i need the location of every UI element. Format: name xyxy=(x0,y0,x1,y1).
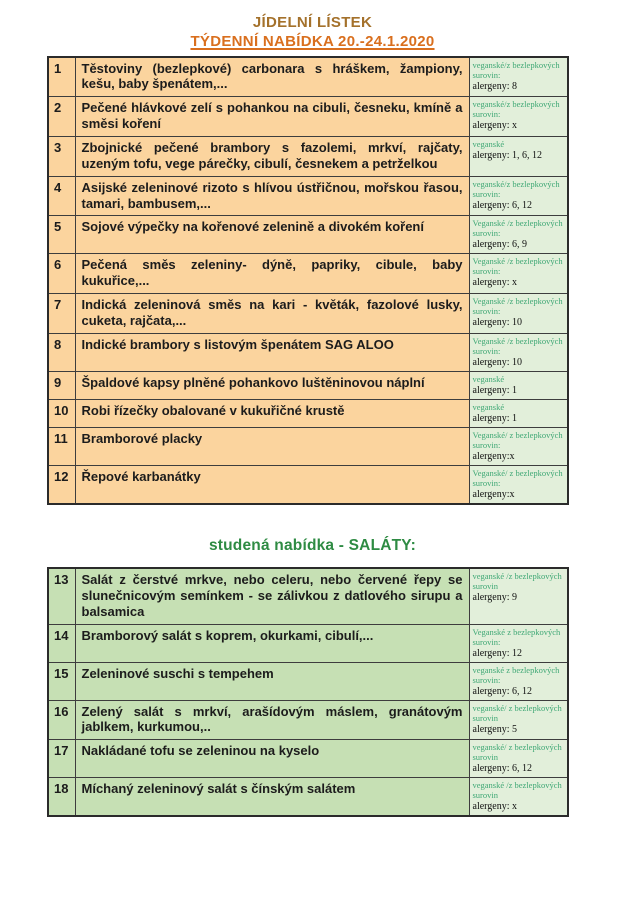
row-number: 8 xyxy=(48,333,75,371)
table-row xyxy=(48,740,568,778)
table-row xyxy=(48,294,568,334)
row-number: 18 xyxy=(48,778,75,817)
row-number: 17 xyxy=(48,740,75,778)
diet-label: Veganské/ z bezlepkových surovin: xyxy=(472,467,563,488)
diet-info-cell xyxy=(469,294,568,334)
diet-info-cell xyxy=(469,136,568,176)
diet-info-cell xyxy=(469,176,568,216)
dish-text: Asijské zeleninové rizoto s hlívou ústřičnou, mořskou řasou, tamari, bambusem,... xyxy=(75,176,469,216)
allergens-label: alergeny: x xyxy=(472,120,518,132)
dish-text: Indické brambory s listovým špenátem SAG ALOO xyxy=(75,333,469,371)
diet-label: veganské/ z bezlepkových surovin xyxy=(472,702,562,723)
diet-label: veganské/z bezlepkových surovin: xyxy=(472,99,560,120)
page-subtitle: TÝDENNÍ NABÍDKA 20.-24.1.2020 xyxy=(190,32,435,50)
diet-info-cell xyxy=(469,254,568,294)
dish-text: Těstoviny (bezlepkové) carbonara s hráškem, žampiony, kešu, baby špenátem,... xyxy=(75,57,469,97)
dish-text: Bramborové placky xyxy=(75,427,469,465)
salads-table-body xyxy=(48,568,568,816)
row-number: 15 xyxy=(48,662,75,700)
row-number: 14 xyxy=(48,624,75,662)
allergens-label: alergeny:x xyxy=(472,488,515,500)
dish-text: Pečené hlávkové zelí s pohankou na cibuli, česneku, kmíně a směsi koření xyxy=(75,97,469,137)
diet-info-cell xyxy=(469,778,568,817)
row-number: 4 xyxy=(48,176,75,216)
document-header xyxy=(0,14,625,52)
allergens-label: alergeny: 10 xyxy=(472,356,523,368)
row-number: 10 xyxy=(48,399,75,427)
row-number: 2 xyxy=(48,97,75,137)
diet-info-cell xyxy=(469,97,568,137)
row-number: 5 xyxy=(48,216,75,254)
diet-info-cell xyxy=(469,333,568,371)
dish-text: Nakládané tofu se zeleninou na kyselo xyxy=(75,740,469,778)
salads-section-title: studená nabídka - SALÁTY: xyxy=(208,536,417,554)
table-row xyxy=(48,427,568,465)
diet-info-cell xyxy=(469,662,568,700)
table-row xyxy=(48,97,568,137)
diet-info-cell xyxy=(469,57,568,97)
diet-label: veganské/z bezlepkových surovin: xyxy=(472,178,560,199)
dish-text: Robi řízečky obalované v kukuřičné krustě xyxy=(75,399,469,427)
row-number: 3 xyxy=(48,136,75,176)
diet-info-cell xyxy=(469,740,568,778)
diet-label: veganské /z bezlepkových surovin xyxy=(472,570,562,591)
dish-text: Sojové výpečky na kořenové zelenině a divokém koření xyxy=(75,216,469,254)
diet-info-cell xyxy=(469,399,568,427)
dish-text: Zelený salát s mrkví, arašídovým máslem, granátovým jablkem, kurkumou,.. xyxy=(75,700,469,740)
table-row xyxy=(48,778,568,817)
diet-label: veganské/z bezlepkových surovin: xyxy=(472,59,560,80)
allergens-label: alergeny: 10 xyxy=(472,317,523,329)
allergens-label: alergeny: 6, 12 xyxy=(472,763,533,775)
dish-text: Zeleninové suschi s tempehem xyxy=(75,662,469,700)
table-row xyxy=(48,136,568,176)
row-number: 1 xyxy=(48,57,75,97)
row-number: 16 xyxy=(48,700,75,740)
diet-info-cell xyxy=(469,624,568,662)
diet-info-cell xyxy=(469,568,568,624)
diet-label: veganské /z bezlepkových surovin xyxy=(472,780,562,801)
weekly-menu-table xyxy=(47,56,569,505)
dish-text: Řepové karbanátky xyxy=(75,465,469,504)
dish-text: Špaldové kapsy plněné pohankovo luštěninovou náplní xyxy=(75,371,469,399)
table-row xyxy=(48,371,568,399)
page-title: JÍDELNÍ LÍSTEK xyxy=(252,14,373,31)
dish-text: Bramborový salát s koprem, okurkami, cibulí,... xyxy=(75,624,469,662)
table-row xyxy=(48,333,568,371)
dish-text: Míchaný zeleninový salát s čínským salátem xyxy=(75,778,469,817)
diet-label: Veganské /z bezlepkových surovin: xyxy=(472,256,563,277)
salads-table xyxy=(47,567,569,817)
allergens-label: alergeny: 8 xyxy=(472,80,518,92)
allergens-label: alergeny: x xyxy=(472,801,518,813)
table-row xyxy=(48,216,568,254)
weekly-menu-body xyxy=(48,57,568,504)
dish-text: Indická zeleninová směs na kari - květák, fazolové lusky, cuketa, rajčata,... xyxy=(75,294,469,334)
allergens-label: alergeny: 6, 12 xyxy=(472,685,533,697)
allergens-label: alergeny: 1, 6, 12 xyxy=(472,149,543,161)
table-row xyxy=(48,700,568,740)
diet-info-cell xyxy=(469,371,568,399)
diet-info-cell xyxy=(469,427,568,465)
allergens-label: alergeny: 12 xyxy=(472,647,523,659)
diet-label: Veganské /z bezlepkových surovin: xyxy=(472,335,563,356)
table-row xyxy=(48,176,568,216)
diet-label: veganské xyxy=(472,138,505,149)
dish-text: Pečená směs zeleniny- dýně, papriky, cibule, baby kukuřice,... xyxy=(75,254,469,294)
allergens-label: alergeny: 5 xyxy=(472,723,518,735)
diet-info-cell xyxy=(469,465,568,504)
row-number: 7 xyxy=(48,294,75,334)
diet-info-cell xyxy=(469,700,568,740)
row-number: 13 xyxy=(48,568,75,624)
dish-text: Salát z čerstvé mrkve, nebo celeru, nebo červené řepy se slunečnicovým semínkem - se zálivkou z datlového sirupu a balsamica xyxy=(75,568,469,624)
diet-label: Veganské/ z bezlepkových surovin: xyxy=(472,429,563,450)
diet-info-cell xyxy=(469,216,568,254)
diet-label: Veganské /z bezlepkových surovin: xyxy=(472,296,563,317)
allergens-label: alergeny:x xyxy=(472,450,515,462)
table-row xyxy=(48,254,568,294)
allergens-label: alergeny: x xyxy=(472,277,518,289)
table-row xyxy=(48,465,568,504)
row-number: 9 xyxy=(48,371,75,399)
menu-document-page xyxy=(0,14,625,898)
diet-label: veganské xyxy=(472,373,505,384)
dish-text: Zbojnické pečené brambory s fazolemi, mrkví, rajčaty, uzeným tofu, vege párečky, cibulí, česnekem a petrželkou xyxy=(75,136,469,176)
diet-label: veganské/ z bezlepkových surovin xyxy=(472,742,562,763)
table-row xyxy=(48,399,568,427)
table-row xyxy=(48,57,568,97)
allergens-label: alergeny: 6, 12 xyxy=(472,199,533,211)
row-number: 11 xyxy=(48,427,75,465)
diet-label: veganské xyxy=(472,401,505,412)
diet-label: Veganské /z bezlepkových surovin: xyxy=(472,218,563,239)
row-number: 6 xyxy=(48,254,75,294)
allergens-label: alergeny: 6, 9 xyxy=(472,239,528,251)
allergens-label: alergeny: 9 xyxy=(472,592,518,603)
allergens-label: alergeny: 1 xyxy=(472,412,518,424)
table-row xyxy=(48,624,568,662)
table-row xyxy=(48,568,568,624)
allergens-label: alergeny: 1 xyxy=(472,384,518,396)
diet-label: Veganské z bezlepkových surovin: xyxy=(472,626,561,647)
diet-label: veganské z bezlepkových surovin: xyxy=(472,664,560,685)
row-number: 12 xyxy=(48,465,75,504)
table-row xyxy=(48,662,568,700)
